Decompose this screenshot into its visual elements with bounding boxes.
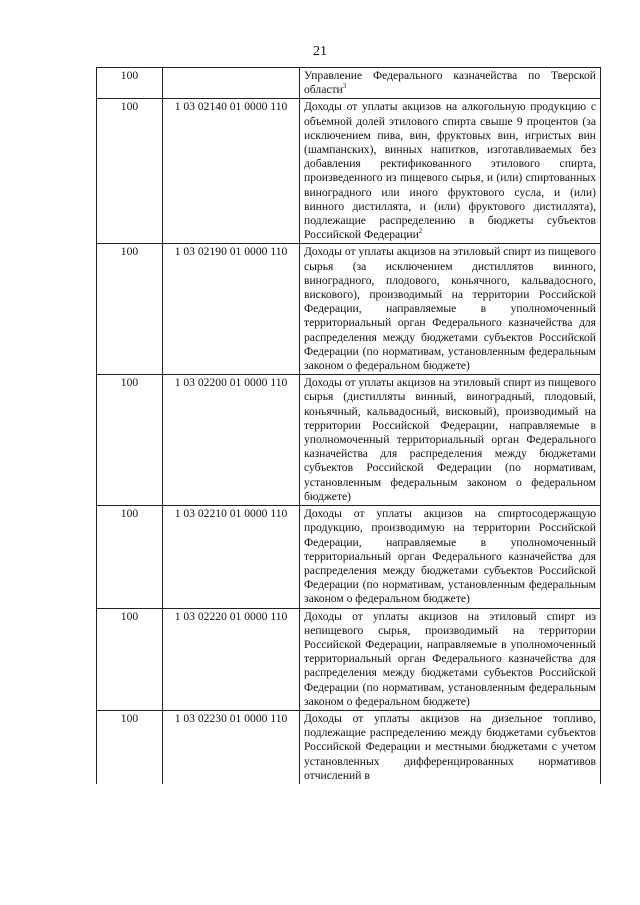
revenue-name-cell: Доходы от уплаты акцизов на этиловый спирт из непищевого сырья, производимый на территории Российской Федерации, направляемые в уполномоченный территориальный орган Федерального казначейства для распределения между бюджетами субъектов Российской Федерации (по нормативам, установленным федеральным законом о федеральном бюджете) xyxy=(300,608,601,710)
budget-revenue-table xyxy=(96,67,601,784)
revenue-code-cell: 1 03 02210 01 0000 110 xyxy=(163,506,300,608)
footnote-mark: 2 xyxy=(418,227,423,236)
table-row xyxy=(97,375,601,506)
revenue-name-cell: Доходы от уплаты акцизов на спиртосодержащую продукцию, производимую на территории Российской Федерации, направляемые в уполномоченный территориальный орган Федерального казначейства для распределения между бюджетами субъектов Российской Федерации (по нормативам, установленным федеральным законом о федеральном бюджете) xyxy=(300,506,601,608)
admin-code-cell: 100 xyxy=(97,375,163,506)
revenue-name-text: Доходы от уплаты акцизов на алкогольную продукцию с объемной долей этилового спирта свыше 9 процентов (за исключением пива, вин, фруктовых вин, игристых вин (шампанских), винных напитков, изготавливаемых без добавления ректификованного этилового спирта, произведенного из пищевого сырья, и (или) спиртованных виноградного или иного фруктового сусла, и (или) винного дистиллята, и (или) фруктового дистиллята), подлежащие распределению в бюджеты субъектов Российской Федерации xyxy=(304,100,596,242)
admin-code-cell: 100 xyxy=(97,608,163,710)
admin-code-cell: 100 xyxy=(97,99,163,244)
admin-code-cell: 100 xyxy=(97,506,163,608)
admin-code-cell: 100 xyxy=(97,68,163,99)
revenue-name-cell: Доходы от уплаты акцизов на дизельное топливо, подлежащие распределению между бюджетами субъектов Российской Федерации и местными бюджетами с учетом установленных дифференцированных нормативов отчислений в xyxy=(300,710,601,784)
revenue-name-cell xyxy=(300,68,601,99)
revenue-name-cell xyxy=(300,99,601,244)
revenue-name-cell: Доходы от уплаты акцизов на этиловый спирт из пищевого сырья (дистилляты винный, виноградный, плодовый, коньячный, кальвадосный, висковый), производимый на территории Российской Федерации, направляемые в уполномоченный территориальный орган Федерального казначейства для распределения между бюджетами субъектов Российской Федерации (по нормативам, установленным федеральным законом о федеральном бюджете) xyxy=(300,375,601,506)
table-row xyxy=(97,68,601,99)
revenue-code-cell: 1 03 02140 01 0000 110 xyxy=(163,99,300,244)
revenue-code-cell: 1 03 02190 01 0000 110 xyxy=(163,244,300,375)
admin-code-cell: 100 xyxy=(97,244,163,375)
revenue-code-cell xyxy=(163,68,300,99)
page-number: 21 xyxy=(313,44,327,59)
table-row xyxy=(97,99,601,244)
footnote-mark: 3 xyxy=(342,82,347,91)
revenue-code-cell: 1 03 02220 01 0000 110 xyxy=(163,608,300,710)
table-row xyxy=(97,710,601,784)
table-row xyxy=(97,244,601,375)
table-row xyxy=(97,608,601,710)
revenue-code-cell: 1 03 02200 01 0000 110 xyxy=(163,375,300,506)
revenue-name-text: Управление Федерального казначейства по Тверской области xyxy=(304,69,596,97)
revenue-code-cell: 1 03 02230 01 0000 110 xyxy=(163,710,300,784)
admin-code-cell: 100 xyxy=(97,710,163,784)
revenue-name-cell: Доходы от уплаты акцизов на этиловый спирт из пищевого сырья (за исключением дистиллятов винного, виноградного, плодового, коньячного, кальвадосного, вискового), производимый на территории Российской Федерации, направляемые в уполномоченный территориальный орган Федерального казначейства для распределения между бюджетами субъектов Российской Федерации (по нормативам, установленным федеральным законом о федеральном бюджете) xyxy=(300,244,601,375)
table-row xyxy=(97,506,601,608)
